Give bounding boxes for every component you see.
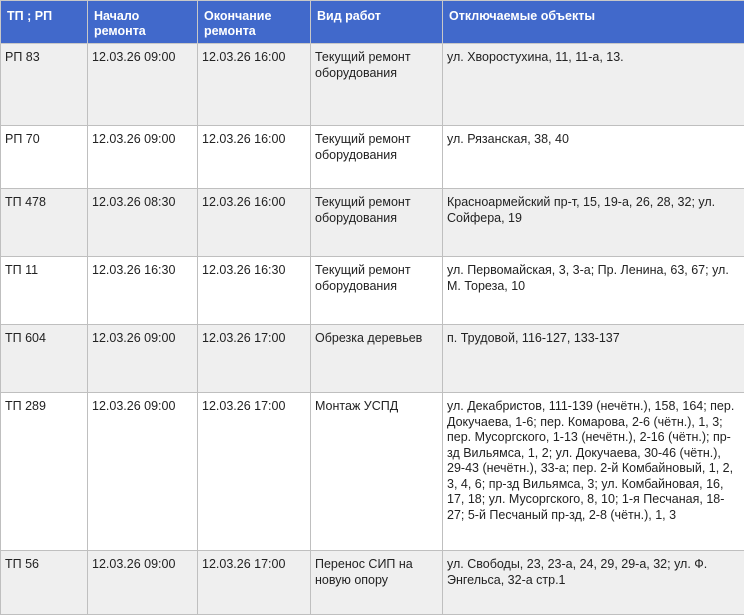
cell-substation: ТП 604 <box>1 325 88 393</box>
cell-disconnected-objects: ул. Свободы, 23, 23-а, 24, 29, 29-а, 32; ул. Ф. Энгельса, 32-а стр.1 <box>443 551 744 615</box>
cell-repair-end: 12.03.26 17:00 <box>198 325 311 393</box>
cell-disconnected-objects: ул. Первомайская, 3, 3-а; Пр. Ленина, 63, 67; ул. М. Тореза, 10 <box>443 257 744 325</box>
cell-work-type: Текущий ремонт оборудования <box>311 126 443 189</box>
cell-repair-start: 12.03.26 09:00 <box>88 551 198 615</box>
cell-work-type: Текущий ремонт оборудования <box>311 44 443 126</box>
cell-repair-end: 12.03.26 17:00 <box>198 393 311 551</box>
cell-disconnected-objects: ул. Декабристов, 111-139 (нечётн.), 158, 164; пер. Докучаева, 1-6; пер. Комарова, 2-6 (чётн.), 1, 3; пер. Мусоргского, 1-13 (нечётн.), 2-16 (чётн.); пр-зд Вильямса, 1, 2; ул. Докучаева, 30-46 (чётн.), 29-43 (нечётн.), 33-а; пер. 2-й Комбайновый, 1, 2, 3, 4, 6; пр-зд Вильямса, 3; ул. Комбайновая, 16, 17, 18; ул. Мусоргского, 8, 10; 1-я Песчаная, 18-27; 5-й Песчаный пр-зд, 2-8 (чётн.), 1, 3 <box>443 393 744 551</box>
table-row <box>1 189 744 257</box>
table-header-row <box>1 1 744 44</box>
cell-substation: ТП 11 <box>1 257 88 325</box>
header-work-type: Вид работ <box>311 1 443 44</box>
cell-disconnected-objects: п. Трудовой, 116-127, 133-137 <box>443 325 744 393</box>
cell-repair-end: 12.03.26 16:00 <box>198 189 311 257</box>
cell-work-type: Обрезка деревьев <box>311 325 443 393</box>
header-disconnected-objects: Отключаемые объекты <box>443 1 744 44</box>
header-substation: ТП ; РП <box>1 1 88 44</box>
header-repair-start: Начало ремонта <box>88 1 198 44</box>
cell-work-type: Текущий ремонт оборудования <box>311 189 443 257</box>
cell-repair-end: 12.03.26 16:00 <box>198 44 311 126</box>
cell-substation: ТП 478 <box>1 189 88 257</box>
cell-repair-start: 12.03.26 09:00 <box>88 393 198 551</box>
cell-disconnected-objects: ул. Хворостухина, 11, 11-а, 13. <box>443 44 744 126</box>
cell-repair-end: 12.03.26 16:00 <box>198 126 311 189</box>
cell-repair-end: 12.03.26 17:00 <box>198 551 311 615</box>
cell-substation: РП 83 <box>1 44 88 126</box>
table-row <box>1 44 744 126</box>
cell-repair-start: 12.03.26 08:30 <box>88 189 198 257</box>
cell-disconnected-objects: Красноармейский пр-т, 15, 19-а, 26, 28, 32; ул. Сойфера, 19 <box>443 189 744 257</box>
table-row <box>1 126 744 189</box>
cell-substation: РП 70 <box>1 126 88 189</box>
cell-substation: ТП 56 <box>1 551 88 615</box>
cell-repair-start: 12.03.26 16:30 <box>88 257 198 325</box>
cell-repair-end: 12.03.26 16:30 <box>198 257 311 325</box>
table-row <box>1 325 744 393</box>
cell-work-type: Текущий ремонт оборудования <box>311 257 443 325</box>
cell-repair-start: 12.03.26 09:00 <box>88 44 198 126</box>
cell-work-type: Монтаж УСПД <box>311 393 443 551</box>
table-row <box>1 257 744 325</box>
cell-disconnected-objects: ул. Рязанская, 38, 40 <box>443 126 744 189</box>
table-row <box>1 551 744 615</box>
cell-repair-start: 12.03.26 09:00 <box>88 126 198 189</box>
header-repair-end: Окончание ремонта <box>198 1 311 44</box>
cell-work-type: Перенос СИП на новую опору <box>311 551 443 615</box>
cell-repair-start: 12.03.26 09:00 <box>88 325 198 393</box>
cell-substation: ТП 289 <box>1 393 88 551</box>
table-row <box>1 393 744 551</box>
